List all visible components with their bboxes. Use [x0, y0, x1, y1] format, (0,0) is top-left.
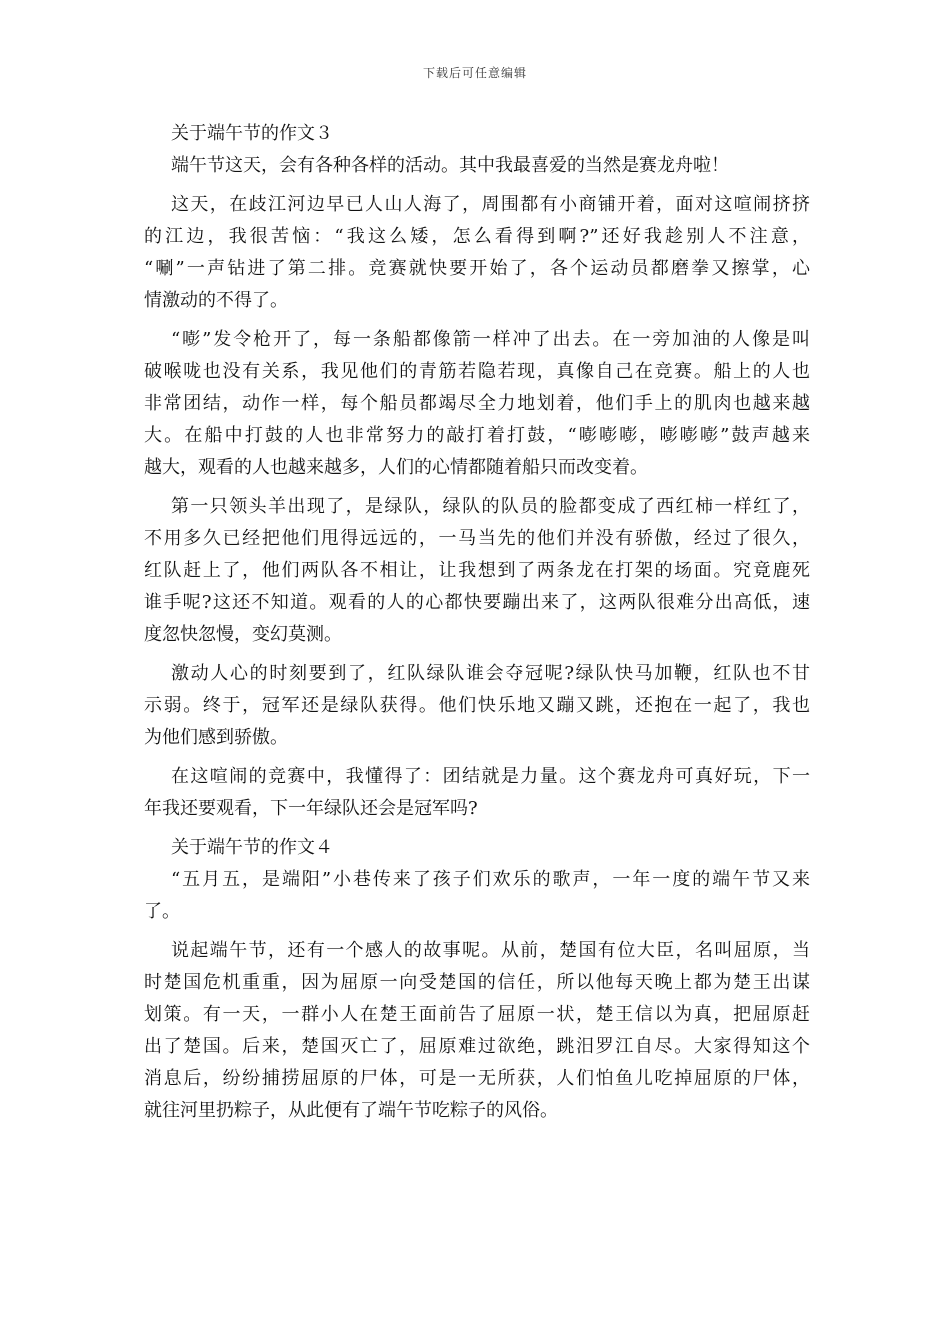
- text-line: 非常团结，动作一样，每个船员都竭尽全力地划着，他们手上的肌肉也越来越: [144, 393, 810, 414]
- essay-title: 关于端午节的作文３: [171, 123, 333, 144]
- text-line: “五月五，是端阳”小巷传来了孩子们欢乐的歌声，一年一度的端午节又来: [171, 869, 810, 890]
- text-line: 这天，在歧江河边早已人山人海了，周围都有小商铺开着，面对这喧闹挤挤: [171, 194, 810, 215]
- paragraph: [144, 189, 810, 317]
- text-line: 越大，观看的人也越来越多，人们的心情都随着船只而改变着。: [144, 457, 648, 478]
- text-line: 消息后，纷纷捕捞屈原的尸体，可是一无所获，人们怕鱼儿吃掉屈原的尸体，: [144, 1068, 810, 1089]
- essay-title: 关于端午节的作文４: [171, 837, 333, 858]
- text-line: 在这喧闹的竞赛中，我懂得了：团结就是力量。这个赛龙舟可真好玩，下一: [171, 766, 810, 787]
- paragraph: [144, 150, 810, 182]
- text-line: 出了楚国。后来，楚国灭亡了，屈原难过欲绝，跳汨罗江自尽。大家得知这个: [144, 1036, 810, 1057]
- text-line: “嘭”发令枪开了，每一条船都像箭一样冲了出去。在一旁加油的人像是叫: [171, 329, 810, 350]
- text-line: 第一只领头羊出现了，是绿队，绿队的队员的脸都变成了西红柿一样红了，: [171, 496, 810, 517]
- text-line: 激动人心的时刻要到了，红队绿队谁会夺冠呢?绿队快马加鞭，红队也不甘: [171, 663, 810, 684]
- text-line: 为他们感到骄傲。: [144, 727, 288, 748]
- paragraph: [144, 491, 810, 651]
- article-body: [144, 118, 810, 1134]
- text-line: 大。在船中打鼓的人也非常努力的敲打着打鼓，“嘭嘭嘭，嘭嘭嘭”鼓声越来: [144, 425, 810, 446]
- text-line: 就往河里扔粽子，从此便有了端午节吃粽子的风俗。: [144, 1100, 558, 1121]
- text-line: 谁手呢?这还不知道。观看的人的心都快要蹦出来了，这两队很难分出高低，速: [144, 592, 810, 613]
- text-line: 红队赶上了，他们两队各不相让，让我想到了两条龙在打架的场面。究竟鹿死: [144, 560, 810, 581]
- text-line: 的江边，我很苦恼：“我这么矮，怎么看得到啊?”还好我趁别人不注意，: [144, 226, 810, 247]
- text-line: 年我还要观看，下一年绿队还会是冠军吗?: [144, 798, 478, 819]
- text-line: 度忽快忽慢，变幻莫测。: [144, 624, 342, 645]
- text-line: 不用多久已经把他们甩得远远的，一马当先的他们并没有骄傲，经过了很久，: [144, 528, 810, 549]
- text-line: 划策。有一天，一群小人在楚王面前告了屈原一状，楚王信以为真，把屈原赶: [144, 1004, 810, 1025]
- paragraph: [144, 324, 810, 484]
- text-line: 端午节这天，会有各种各样的活动。其中我最喜爱的当然是赛龙舟啦！: [171, 155, 729, 176]
- text-line: 了。: [144, 901, 180, 922]
- text-line: 情激动的不得了。: [144, 290, 288, 311]
- text-line: 时楚国危机重重，因为屈原一向受楚国的信任，所以他每天晚上都为楚王出谋: [144, 972, 810, 993]
- text-line: 说起端午节，还有一个感人的故事呢。从前，楚国有位大臣，名叫屈原，当: [171, 940, 810, 961]
- paragraph: [144, 658, 810, 754]
- paragraph: [144, 864, 810, 928]
- text-line: 示弱。终于，冠军还是绿队获得。他们快乐地又蹦又跳，还抱在一起了，我也: [144, 695, 810, 716]
- text-line: “唰”一声钻进了第二排。竞赛就快要开始了，各个运动员都磨拳又擦掌，心: [144, 258, 810, 279]
- paragraph: [144, 761, 810, 825]
- page-header: 下载后可任意编辑: [422, 66, 527, 80]
- paragraph: [144, 935, 810, 1127]
- text-line: 破喉咙也没有关系，我见他们的青筋若隐若现，真像自己在竞赛。船上的人也: [144, 361, 810, 382]
